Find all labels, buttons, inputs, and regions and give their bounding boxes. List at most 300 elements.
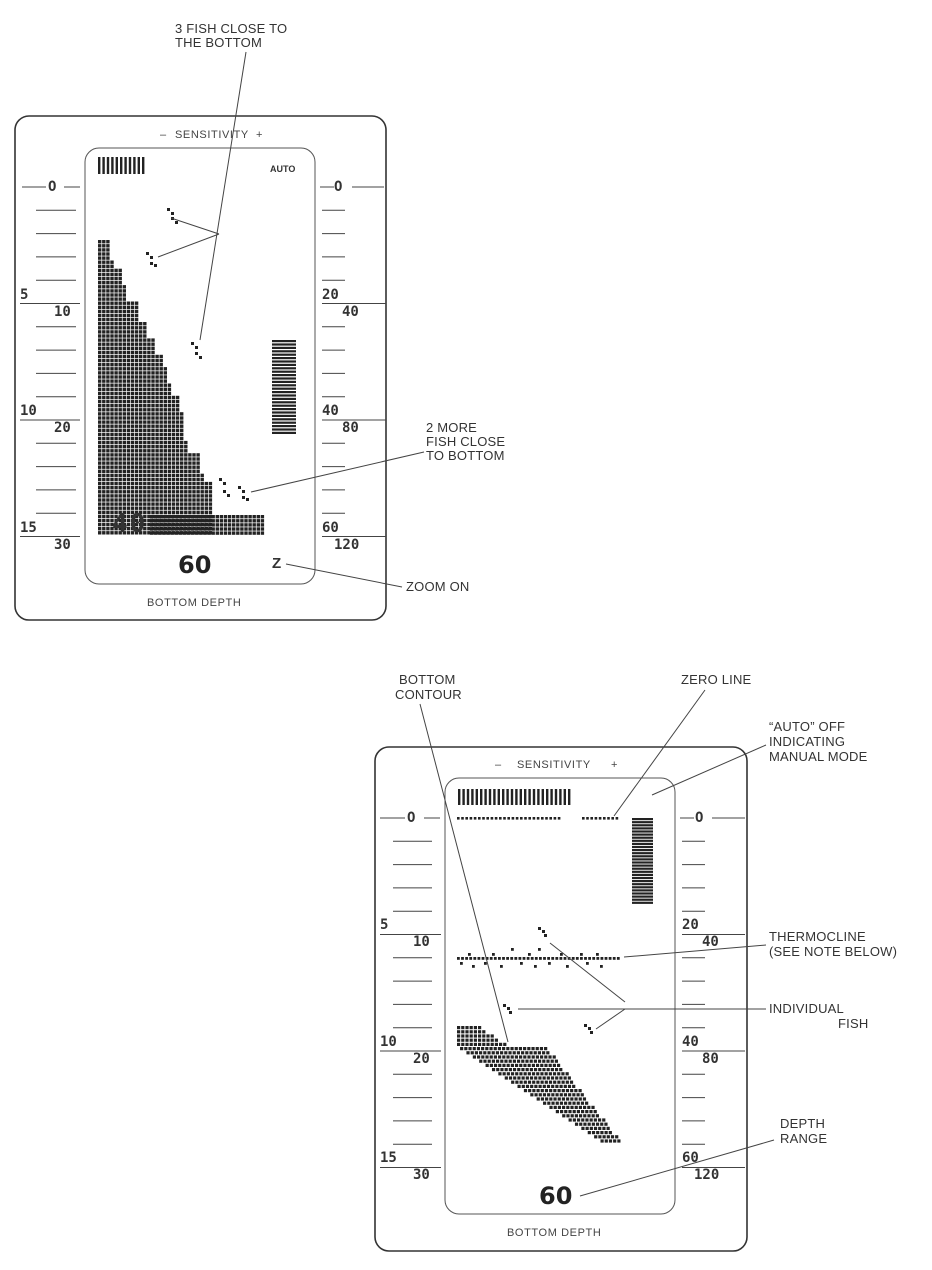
bottom-echo-pixel bbox=[171, 515, 174, 518]
bottom-echo-pixel bbox=[168, 416, 171, 419]
bottom-depth-value: 60 bbox=[178, 551, 212, 579]
depth-bar-segment bbox=[632, 858, 653, 860]
bottom-echo-pixel bbox=[164, 412, 167, 415]
bottom-echo-pixel bbox=[135, 466, 138, 469]
depth-bar-segment bbox=[272, 432, 296, 434]
bottom-echo-pixel bbox=[232, 531, 235, 534]
bottom-echo-pixel bbox=[131, 453, 134, 456]
sensitivity-segment bbox=[462, 789, 464, 805]
bottom-echo-pixel bbox=[155, 490, 158, 493]
bottom-echo-pixel bbox=[119, 474, 122, 477]
bottom-echo-pixel bbox=[609, 1131, 612, 1134]
sensitivity-segment bbox=[542, 789, 544, 805]
bottom-echo-pixel bbox=[164, 466, 167, 469]
thermocline-pixel bbox=[555, 957, 558, 960]
depth-bar-segment bbox=[272, 398, 296, 400]
bottom-echo-pixel bbox=[577, 1110, 580, 1113]
bottom-echo-pixel bbox=[151, 474, 154, 477]
zero-line-pixel bbox=[482, 817, 485, 820]
bottom-echo-pixel bbox=[588, 1131, 591, 1134]
bottom-echo-pixel bbox=[553, 1081, 556, 1084]
fish-pixel bbox=[503, 1004, 506, 1007]
bottom-echo-pixel bbox=[114, 285, 117, 288]
bottom-echo-pixel bbox=[119, 490, 122, 493]
zero-line-pixel bbox=[491, 817, 494, 820]
bottom-echo-pixel bbox=[176, 474, 179, 477]
zero-line-pixel bbox=[554, 817, 557, 820]
bottom-echo-pixel bbox=[530, 1068, 533, 1071]
bottom-echo-pixel bbox=[201, 474, 204, 477]
thermocline-pixel bbox=[617, 957, 620, 960]
bottom-echo-pixel bbox=[240, 527, 243, 530]
bottom-echo-pixel bbox=[547, 1076, 550, 1079]
bottom-echo-pixel bbox=[114, 470, 117, 473]
zero-line bbox=[457, 817, 618, 820]
bottom-echo-pixel bbox=[147, 478, 150, 481]
bottom-echo-pixel bbox=[119, 425, 122, 428]
bottom-echo-pixel bbox=[549, 1089, 552, 1092]
bottom-echo-pixel bbox=[590, 1118, 593, 1121]
bottom-echo-pixel bbox=[579, 1097, 582, 1100]
bottom-echo-pixel bbox=[106, 461, 109, 464]
bottom-echo-pixel bbox=[143, 363, 146, 366]
thermocline-pixel bbox=[547, 957, 550, 960]
depth-bar-segment bbox=[272, 394, 296, 396]
bottom-echo-pixel bbox=[521, 1060, 524, 1063]
bottom-echo-pixel bbox=[147, 490, 150, 493]
bottom-echo-pixel bbox=[487, 1051, 490, 1054]
bottom-echo-pixel bbox=[530, 1060, 533, 1063]
bottom-echo-pixel bbox=[135, 420, 138, 423]
bottom-echo-pixel bbox=[143, 461, 146, 464]
bottom-echo-pixel bbox=[135, 396, 138, 399]
bottom-echo-pixel bbox=[114, 429, 117, 432]
bottom-echo-pixel bbox=[538, 1051, 541, 1054]
bottom-echo-pixel bbox=[505, 1076, 508, 1079]
bottom-echo-pixel bbox=[147, 502, 150, 505]
bottom-echo-pixel bbox=[172, 511, 175, 514]
bottom-echo-pixel bbox=[544, 1064, 547, 1067]
bottom-echo-pixel bbox=[123, 482, 126, 485]
bottom-echo-pixel bbox=[155, 392, 158, 395]
bottom-echo-pixel bbox=[123, 310, 126, 313]
bottom-echo-pixel bbox=[114, 293, 117, 296]
bottom-echo-pixel bbox=[160, 429, 163, 432]
bottom-echo-pixel bbox=[102, 420, 105, 423]
bottom-echo-pixel bbox=[176, 507, 179, 510]
bottom-echo-pixel bbox=[110, 367, 113, 370]
bottom-echo-pixel bbox=[106, 277, 109, 280]
bottom-echo-pixel bbox=[160, 470, 163, 473]
bottom-echo-pixel bbox=[549, 1072, 552, 1075]
bottom-echo-pixel bbox=[123, 486, 126, 489]
bottom-echo-pixel bbox=[147, 392, 150, 395]
bottom-echo-pixel bbox=[123, 502, 126, 505]
bottom-echo-pixel bbox=[212, 523, 215, 526]
bottom-echo-pixel bbox=[98, 297, 101, 300]
bottom-echo-pixel bbox=[131, 429, 134, 432]
sensitivity-plus: + bbox=[256, 129, 264, 141]
bottom-echo-pixel bbox=[123, 425, 126, 428]
bottom-echo-pixel bbox=[537, 1097, 540, 1100]
bottom-echo-pixel bbox=[522, 1076, 525, 1079]
bottom-echo-pixel bbox=[110, 425, 113, 428]
bottom-echo-pixel bbox=[562, 1106, 565, 1109]
depth-bar-segment bbox=[632, 818, 653, 820]
bottom-echo-pixel bbox=[102, 322, 105, 325]
bottom-echo-pixel bbox=[530, 1093, 533, 1096]
bottom-echo-pixel bbox=[110, 433, 113, 436]
bottom-echo-pixel bbox=[547, 1085, 550, 1088]
bottom-echo-pixel bbox=[549, 1106, 552, 1109]
bottom-echo-pixel bbox=[160, 420, 163, 423]
bottom-echo-pixel bbox=[559, 1076, 562, 1079]
bottom-echo-pixel bbox=[172, 437, 175, 440]
left-scale-bottom-3: 30 bbox=[413, 1167, 430, 1183]
bottom-echo-pixel bbox=[131, 425, 134, 428]
bottom-echo-pixel bbox=[131, 461, 134, 464]
bottom-echo-pixel bbox=[127, 392, 130, 395]
bottom-echo-pixel bbox=[127, 318, 130, 321]
bottom-echo-pixel bbox=[123, 318, 126, 321]
bottom-echo-pixel bbox=[131, 363, 134, 366]
bottom-echo-pixel bbox=[192, 498, 195, 501]
bottom-echo-pixel bbox=[176, 441, 179, 444]
bottom-echo-pixel bbox=[147, 429, 150, 432]
bottom-echo-pixel bbox=[119, 379, 122, 382]
bottom-echo-pixel bbox=[127, 457, 130, 460]
bottom-echo-pixel bbox=[257, 515, 260, 518]
bottom-echo-pixel bbox=[119, 457, 122, 460]
bottom-echo-pixel bbox=[102, 515, 105, 518]
sensitivity-plus: + bbox=[611, 759, 619, 771]
bottom-echo-pixel bbox=[160, 453, 163, 456]
bottom-echo-pixel bbox=[127, 408, 130, 411]
bottom-echo-pixel bbox=[541, 1097, 544, 1100]
bottom-echo-pixel bbox=[589, 1110, 592, 1113]
bottom-echo-pixel bbox=[478, 1039, 481, 1042]
bottom-echo-pixel bbox=[172, 420, 175, 423]
bottom-echo-pixel bbox=[114, 314, 117, 317]
bottom-echo-pixel bbox=[461, 1026, 464, 1029]
bottom-echo-pixel bbox=[151, 425, 154, 428]
thermocline-pixel bbox=[551, 957, 554, 960]
bottom-echo-pixel bbox=[166, 515, 169, 518]
bottom-echo-pixel bbox=[530, 1085, 533, 1088]
callout-two-fish-line-2: FISH CLOSE bbox=[426, 434, 506, 449]
bottom-echo-pixel bbox=[598, 1135, 601, 1138]
bottom-echo-pixel bbox=[127, 429, 130, 432]
bottom-echo-pixel bbox=[558, 1106, 561, 1109]
bottom-echo-pixel bbox=[611, 1135, 614, 1138]
bottom-echo-pixel bbox=[523, 1055, 526, 1058]
bottom-echo-pixel bbox=[594, 1127, 597, 1130]
bottom-echo-pixel bbox=[172, 429, 175, 432]
bottom-echo-pixel bbox=[131, 490, 134, 493]
bottom-echo-pixel bbox=[139, 330, 142, 333]
bottom-echo-pixel bbox=[106, 285, 109, 288]
bottom-echo-pixel bbox=[123, 338, 126, 341]
auto-indicator: AUTO bbox=[270, 164, 296, 174]
zero-line-pixel bbox=[599, 817, 602, 820]
bottom-echo-pixel bbox=[527, 1055, 530, 1058]
bottom-echo-pixel bbox=[114, 416, 117, 419]
bottom-echo-pixel bbox=[98, 494, 101, 497]
depth-bar-segment bbox=[632, 899, 653, 901]
bottom-echo-pixel bbox=[119, 306, 122, 309]
bottom-echo-pixel bbox=[114, 466, 117, 469]
bottom-echo-pixel bbox=[135, 408, 138, 411]
bottom-echo-pixel bbox=[114, 433, 117, 436]
bottom-echo-pixel bbox=[240, 519, 243, 522]
bottom-echo-pixel bbox=[110, 392, 113, 395]
zero-line-pixel bbox=[545, 817, 548, 820]
bottom-echo-pixel bbox=[228, 519, 231, 522]
bottom-echo-pixel bbox=[180, 412, 183, 415]
bottom-echo-pixel bbox=[164, 490, 167, 493]
bottom-echo-pixel bbox=[203, 527, 206, 530]
sensitivity-segment bbox=[129, 157, 131, 174]
bottom-echo-pixel bbox=[180, 457, 183, 460]
bottom-echo-pixel bbox=[98, 445, 101, 448]
bottom-echo-pixel bbox=[110, 494, 113, 497]
thermocline bbox=[457, 948, 620, 968]
bottom-echo-pixel bbox=[151, 445, 154, 448]
bottom-echo-pixel bbox=[114, 449, 117, 452]
bottom-echo-pixel bbox=[598, 1118, 601, 1121]
bottom-echo-pixel bbox=[127, 396, 130, 399]
bottom-echo-pixel bbox=[102, 265, 105, 268]
bottom-echo-pixel bbox=[257, 523, 260, 526]
bottom-echo-pixel bbox=[98, 502, 101, 505]
bottom-echo-pixel bbox=[143, 400, 146, 403]
bottom-echo-pixel bbox=[139, 441, 142, 444]
bottom-echo-pixel bbox=[498, 1055, 501, 1058]
bottom-echo-pixel bbox=[135, 351, 138, 354]
bottom-echo-pixel bbox=[172, 400, 175, 403]
bottom-echo-pixel bbox=[564, 1102, 567, 1105]
bottom-echo-pixel bbox=[164, 441, 167, 444]
callout-bottom-contour-line-2: CONTOUR bbox=[395, 687, 462, 702]
bottom-echo-pixel bbox=[114, 326, 117, 329]
bottom-echo-pixel bbox=[192, 511, 195, 514]
bottom-echo-pixel bbox=[139, 322, 142, 325]
bottom-echo-pixel bbox=[106, 441, 109, 444]
bottom-echo-pixel bbox=[119, 437, 122, 440]
bottom-echo-pixel bbox=[515, 1072, 518, 1075]
bottom-echo-pixel bbox=[168, 420, 171, 423]
bottom-echo-pixel bbox=[257, 527, 260, 530]
bottom-echo-pixel bbox=[261, 523, 264, 526]
sensitivity-segment bbox=[546, 789, 548, 805]
bottom-echo-pixel bbox=[119, 347, 122, 350]
depth-bar-segment bbox=[632, 852, 653, 854]
bottom-echo-pixel bbox=[526, 1068, 529, 1071]
right-depth-scale bbox=[320, 179, 386, 553]
thermocline-pixel bbox=[531, 957, 534, 960]
thermocline-pixel bbox=[580, 953, 583, 956]
bottom-echo-pixel bbox=[224, 531, 227, 534]
bottom-echo-pixel bbox=[188, 494, 191, 497]
zero-line-pixel bbox=[533, 817, 536, 820]
bottom-echo-pixel bbox=[168, 457, 171, 460]
bottom-echo-pixel bbox=[164, 457, 167, 460]
bottom-echo-pixel bbox=[123, 351, 126, 354]
fish-pixel bbox=[223, 490, 226, 493]
depth-bar-segment bbox=[632, 821, 653, 823]
bottom-echo-pixel bbox=[131, 404, 134, 407]
bottom-echo-pixel bbox=[160, 412, 163, 415]
bottom-echo-pixel bbox=[160, 379, 163, 382]
bottom-echo-pixel bbox=[164, 408, 167, 411]
bottom-echo-pixel bbox=[164, 388, 167, 391]
bottom-echo-pixel bbox=[176, 445, 179, 448]
depth-bar-segment bbox=[632, 880, 653, 882]
bottom-echo-pixel bbox=[168, 474, 171, 477]
bottom-echo-pixel bbox=[143, 429, 146, 432]
bottom-echo-pixel bbox=[164, 482, 167, 485]
bottom-echo-pixel bbox=[110, 281, 113, 284]
bottom-echo-pixel bbox=[98, 330, 101, 333]
zero-line-pixel bbox=[486, 817, 489, 820]
bottom-echo-pixel bbox=[123, 334, 126, 337]
bottom-echo-pixel bbox=[98, 490, 101, 493]
bottom-echo-pixel bbox=[106, 507, 109, 510]
bottom-echo-pixel bbox=[253, 515, 256, 518]
bottom-echo-pixel bbox=[600, 1123, 603, 1126]
depth-bar-segment bbox=[272, 425, 296, 427]
bottom-echo-pixel bbox=[566, 1114, 569, 1117]
bottom-echo-pixel bbox=[135, 330, 138, 333]
bottom-echo-pixel bbox=[102, 478, 105, 481]
bottom-echo-pixel bbox=[102, 375, 105, 378]
bottom-echo-pixel bbox=[603, 1135, 606, 1138]
bottom-echo-pixel bbox=[110, 375, 113, 378]
bottom-echo-pixel bbox=[261, 515, 264, 518]
bottom-echo-pixel bbox=[544, 1047, 547, 1050]
bottom-echo-pixel bbox=[183, 527, 186, 530]
bottom-echo-pixel bbox=[106, 367, 109, 370]
bottom-echo-pixel bbox=[102, 277, 105, 280]
bottom-echo-pixel bbox=[131, 375, 134, 378]
bottom-echo-pixel bbox=[160, 437, 163, 440]
bottom-echo-pixel bbox=[201, 478, 204, 481]
bottom-echo-pixel bbox=[98, 248, 101, 251]
bottom-echo-pixel bbox=[155, 388, 158, 391]
leader-auto-off bbox=[652, 745, 766, 795]
bottom-echo-pixel bbox=[594, 1135, 597, 1138]
bottom-echo-pixel bbox=[168, 396, 171, 399]
bottom-echo-pixel bbox=[524, 1072, 527, 1075]
bottom-echo-pixel bbox=[199, 519, 202, 522]
bottom-echo-pixel bbox=[106, 523, 109, 526]
bottom-echo-pixel bbox=[205, 494, 208, 497]
bottom-echo-pixel bbox=[180, 441, 183, 444]
bottom-echo-pixel bbox=[555, 1093, 558, 1096]
bottom-echo-pixel bbox=[102, 392, 105, 395]
bottom-echo-pixel bbox=[507, 1072, 510, 1075]
bottom-echo-pixel bbox=[172, 457, 175, 460]
sensitivity-segment bbox=[107, 157, 109, 174]
bottom-echo-pixel bbox=[114, 343, 117, 346]
bottom-echo-pixel bbox=[507, 1064, 510, 1067]
bottom-echo-pixel bbox=[135, 384, 138, 387]
bottom-echo-pixel bbox=[474, 1026, 477, 1029]
bottom-echo-pixel bbox=[143, 445, 146, 448]
callout-depth-range-line-2: RANGE bbox=[780, 1131, 828, 1146]
bottom-echo-pixel bbox=[123, 379, 126, 382]
bottom-echo-pixel bbox=[196, 466, 199, 469]
bottom-echo-pixel bbox=[143, 367, 146, 370]
bottom-echo-pixel bbox=[127, 306, 130, 309]
bottom-echo-pixel bbox=[114, 388, 117, 391]
bottom-echo-pixel bbox=[160, 474, 163, 477]
bottom-echo-pixel bbox=[127, 490, 130, 493]
bottom-echo-pixel bbox=[102, 273, 105, 276]
zero-line-pixel bbox=[520, 817, 523, 820]
bottom-echo-pixel bbox=[209, 498, 212, 501]
bottom-echo-pixel bbox=[151, 363, 154, 366]
bottom-echo-pixel bbox=[147, 338, 150, 341]
bottom-echo-pixel bbox=[511, 1064, 514, 1067]
zero-line-pixel bbox=[478, 817, 481, 820]
bottom-echo-pixel bbox=[98, 363, 101, 366]
bottom-echo-pixel bbox=[551, 1068, 554, 1071]
bottom-echo-pixel bbox=[474, 1043, 477, 1046]
bottom-echo-pixel bbox=[175, 519, 178, 522]
bottom-echo-pixel bbox=[106, 478, 109, 481]
bottom-echo-pixel bbox=[98, 404, 101, 407]
bottom-echo-pixel bbox=[127, 441, 130, 444]
bottom-echo-pixel bbox=[110, 265, 113, 268]
depth-bar-segment bbox=[272, 388, 296, 390]
bottom-echo-pixel bbox=[139, 453, 142, 456]
bottom-echo-pixel bbox=[506, 1055, 509, 1058]
bottom-echo-pixel bbox=[98, 359, 101, 362]
bottom-echo-pixel bbox=[220, 523, 223, 526]
sensitivity-segment bbox=[480, 789, 482, 805]
fish-pixel bbox=[584, 1024, 587, 1027]
sensitivity-segment bbox=[520, 789, 522, 805]
bottom-echo-pixel bbox=[248, 531, 251, 534]
bottom-echo-pixel bbox=[143, 359, 146, 362]
bottom-echo-pixel bbox=[127, 404, 130, 407]
bottom-echo-pixel bbox=[572, 1085, 575, 1088]
bottom-echo-pixel bbox=[102, 453, 105, 456]
bottom-echo-pixel bbox=[135, 392, 138, 395]
depth-bar-segment bbox=[272, 408, 296, 410]
bottom-echo-pixel bbox=[139, 498, 142, 501]
bottom-echo-pixel bbox=[114, 412, 117, 415]
bottom-echo-pixel bbox=[106, 256, 109, 259]
depth-bar-segment bbox=[632, 877, 653, 879]
bottom-echo-pixel bbox=[151, 404, 154, 407]
bottom-echo-pixel bbox=[110, 269, 113, 272]
bottom-echo-pixel bbox=[192, 470, 195, 473]
thermocline-pixel bbox=[576, 957, 579, 960]
bottom-echo-pixel bbox=[102, 384, 105, 387]
bottom-echo-pixel bbox=[172, 412, 175, 415]
bottom-echo-pixel bbox=[485, 1047, 488, 1050]
bottom-echo-pixel bbox=[160, 388, 163, 391]
bottom-echo-pixel bbox=[106, 330, 109, 333]
bottom-echo-pixel bbox=[102, 269, 105, 272]
bottom-echo-pixel bbox=[506, 1047, 509, 1050]
fish-pixel bbox=[150, 262, 153, 265]
bottom-echo-pixel bbox=[540, 1064, 543, 1067]
zero-line-pixel bbox=[541, 817, 544, 820]
bottom-echo-pixel bbox=[147, 449, 150, 452]
